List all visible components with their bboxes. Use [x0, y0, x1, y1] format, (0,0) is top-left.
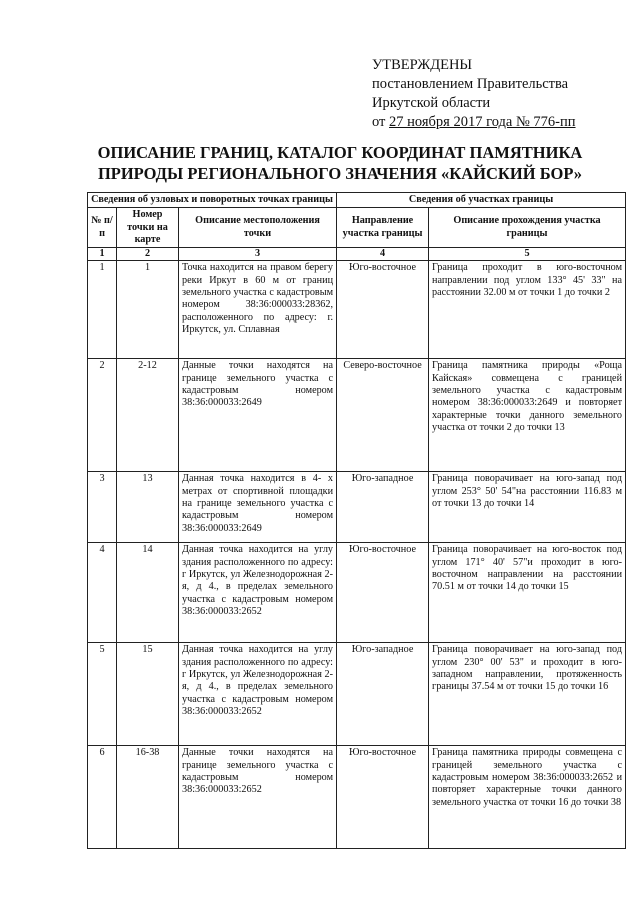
cell-num: 6: [88, 746, 117, 849]
cell-direction: Юго-западное: [337, 643, 429, 746]
document-title-line-1: ОПИСАНИЕ ГРАНИЦ, КАТАЛОГ КООРДИНАТ ПАМЯТНИКА: [97, 143, 583, 162]
cell-direction: Юго-восточное: [337, 261, 429, 359]
cell-point: 15: [117, 643, 179, 746]
cell-num: 1: [88, 261, 117, 359]
cell-location: Данная точка находится на углу здания расположенного по адресу: г Иркутск, ул Железнодорожная 2-я, д 4., в пределах земельного участка с кадастровым номером 38:36:000033:2652: [179, 543, 337, 643]
boundary-table: [87, 192, 626, 849]
cell-location: Данные точки находятся на границе земельного участка с кадастровым номером 38:36:000033:2652: [179, 746, 337, 849]
cell-passage: Граница памятника природы «Роща Кайская» совмещена с границей земельного участка с кадастровым номером 38:36:000033:2649 и повторяет характерные точки данного земельного участка от точки 2 до точки 13: [429, 359, 626, 472]
cell-num: 3: [88, 472, 117, 543]
cell-direction: Юго-восточное: [337, 746, 429, 849]
group-header-row: [88, 193, 626, 208]
group-header-segments: Сведения об участках границы: [337, 193, 626, 208]
column-number: 1: [88, 248, 117, 261]
column-number: 4: [337, 248, 429, 261]
cell-point: 14: [117, 543, 179, 643]
cell-passage: Граница поворачивает на юго-восток под углом 171° 40' 57"и проходит в юго-восточном направлении на расстоянии 70.51 м от точки 14 до точки 15: [429, 543, 626, 643]
cell-direction: Северо-восточное: [337, 359, 429, 472]
approval-date-prefix: от: [372, 114, 386, 130]
cell-direction: Юго-восточное: [337, 543, 429, 643]
group-header-points: Сведения об узловых и поворотных точках границы: [88, 193, 337, 208]
approval-line-decree: постановлением Правительства: [372, 76, 569, 92]
cell-point: 16-38: [117, 746, 179, 849]
cell-direction: Юго-западное: [337, 472, 429, 543]
column-number-row: [88, 248, 626, 261]
approval-date: 27 ноября 2017 года № 776-пп: [389, 114, 576, 130]
approval-line-date: [372, 113, 634, 132]
approval-title: УТВЕРЖДЕНЫ: [372, 57, 473, 73]
cell-location: Точка находится на правом берегу реки Иркут в 60 м от границ земельного участка с кадастровым номером 38:36:000033:28362, расположенного по адресу: г. Иркутск, ул. Сплавная: [179, 261, 337, 359]
cell-location: Данная точка находится на углу здания расположенного по адресу: г Иркутск, ул Железнодорожная 2-я, д 4., в пределах земельного участка с кадастровым номером 38:36:000033:2652: [179, 643, 337, 746]
document-title: [40, 142, 640, 184]
table-row: [88, 746, 626, 849]
column-header-row: [88, 208, 626, 248]
cell-passage: Граница проходит в юго-восточном направлении под углом 133° 45' 33" на расстоянии 32.00 м от точки 1 до точки 2: [429, 261, 626, 359]
table-row: [88, 643, 626, 746]
cell-num: 5: [88, 643, 117, 746]
cell-num: 2: [88, 359, 117, 472]
cell-passage: Граница поворачивает на юго-запад под углом 253° 50' 54"на расстоянии 116.83 м от точки 13 до точки 14: [429, 472, 626, 543]
approval-line-region: Иркутской области: [372, 95, 491, 111]
cell-point: 1: [117, 261, 179, 359]
document-title-line-2: ПРИРОДЫ РЕГИОНАЛЬНОГО ЗНАЧЕНИЯ «КАЙСКИЙ БОР»: [97, 164, 583, 183]
cell-num: 4: [88, 543, 117, 643]
column-header-passage: Описание прохождения участка границы: [429, 208, 626, 248]
table-row: [88, 472, 626, 543]
column-header-location: Описание местоположения точки: [179, 208, 337, 248]
cell-passage: Граница памятника природы совмещена с границей земельного участка с кадастровым номером 38:36:000033:2652 и повторяет характерные точки данного земельного участка от точки 16 до точки 38: [429, 746, 626, 849]
column-number: 2: [117, 248, 179, 261]
cell-point: 2-12: [117, 359, 179, 472]
column-number: 3: [179, 248, 337, 261]
approval-block: [372, 56, 634, 132]
column-header-point: Номер точки на карте: [117, 208, 179, 248]
table-row: [88, 261, 626, 359]
cell-location: Данная точка находится в 4- х метрах от спортивной площадки на границе земельного участка с кадастровым номером 38:36:000033:2649: [179, 472, 337, 543]
table-row: [88, 359, 626, 472]
cell-passage: Граница поворачивает на юго-запад под углом 230° 00' 53" и проходит в юго-западном направлении, протяженность границы 37.54 м от точки 15 до точки 16: [429, 643, 626, 746]
cell-location: Данные точки находятся на границе земельного участка с кадастровым номером 38:36:000033:2649: [179, 359, 337, 472]
column-header-num: № п/п: [88, 208, 117, 248]
cell-point: 13: [117, 472, 179, 543]
column-number: 5: [429, 248, 626, 261]
table-row: [88, 543, 626, 643]
column-header-direction: Направление участка границы: [337, 208, 429, 248]
